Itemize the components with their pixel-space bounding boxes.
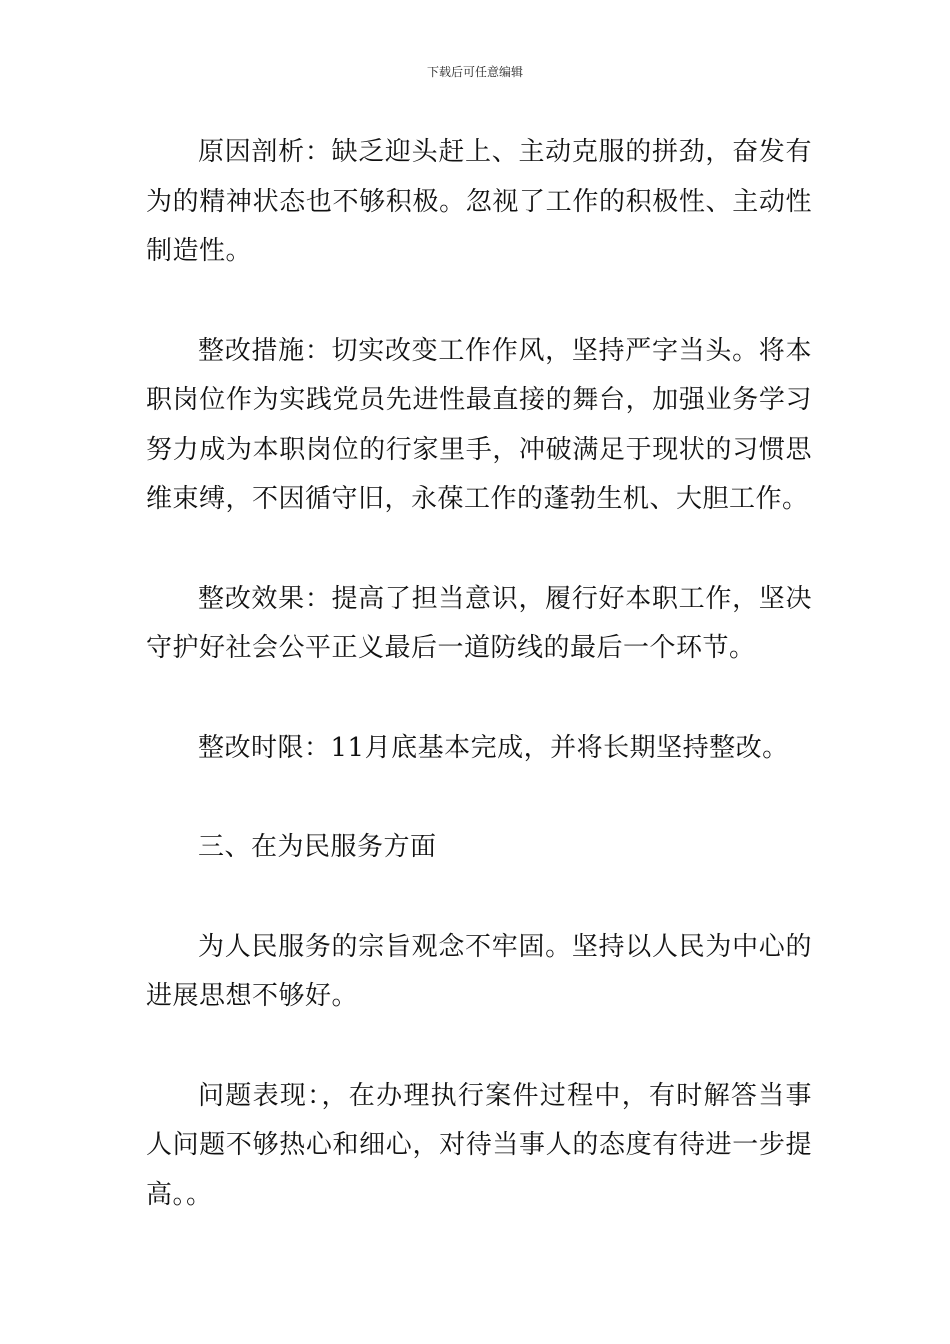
- paragraph-rectification-deadline: 整改时限：11月底基本完成，并将长期坚持整改。: [198, 732, 789, 763]
- section-heading-service: 三、在为民服务方面: [198, 832, 437, 862]
- document-body: [146, 128, 812, 1220]
- paragraph-service-concept: 为人民服务的宗旨观念不牢固。坚持以人民为中心的进展思想不够好。: [146, 931, 812, 1011]
- paragraph-rectification-effect: 整改效果：提高了担当意识，履行好本职工作，坚决守护好社会公平正义最后一道防线的最后一个环节。: [146, 583, 812, 663]
- paragraph-problem-manifestation: 问题表现：，在办理执行案件过程中，有时解答当事人问题不够热心和细心，对待当事人的态度有待进一步提高。。: [146, 1080, 812, 1210]
- page-header: 下载后可任意编辑: [426, 65, 523, 79]
- paragraph-cause-analysis: 原因剖析：缺乏迎头赶上、主动克服的拼劲，奋发有为的精神状态也不够积极。忽视了工作的积极性、主动性制造性。: [146, 137, 812, 266]
- paragraph-rectification-measures: 整改措施：切实改变工作作风，坚持严字当头。将本职岗位作为实践党员先进性最直接的舞台，加强业务学习努力成为本职岗位的行家里手，冲破满足于现状的习惯思维束缚，不因循守旧，永葆工作的蓬勃生机、大胆工作。: [146, 335, 812, 514]
